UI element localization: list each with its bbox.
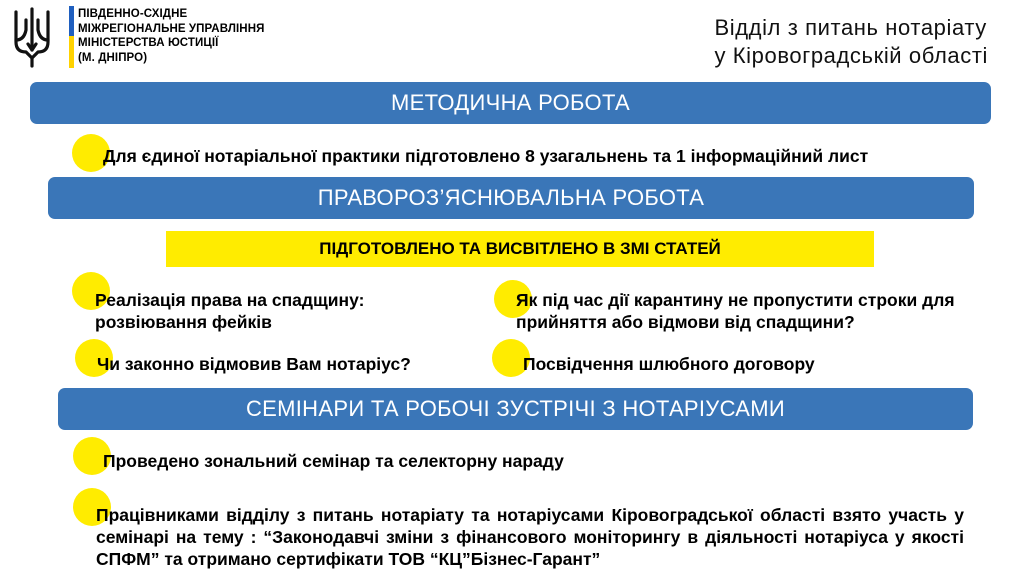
organization-name [78, 7, 264, 65]
article-item: Чи законно відмовив Вам нотаріус? [97, 354, 411, 374]
org-line: (М. ДНІПРО) [78, 51, 148, 64]
article-item: Як під час дії карантину не пропустити строки для прийняття або відмови від спадщини? [516, 290, 955, 332]
seminar-item: Проведено зональний семінар та селекторну нараду [103, 451, 564, 471]
article-item: Посвідчення шлюбного договору [523, 354, 815, 374]
org-line: МІЖРЕГІОНАЛЬНЕ УПРАВЛІННЯ [78, 22, 265, 35]
section-header-methodical: МЕТОДИЧНА РОБОТА [30, 82, 991, 124]
articles-subtitle-bar: ПІДГОТОВЛЕНО ТА ВИСВІТЛЕНО В ЗМІ СТАТЕЙ [166, 231, 874, 267]
methodical-item: Для єдиної нотаріальної практики підготовлено 8 узагальнень та 1 інформаційний лист [103, 146, 869, 166]
flag-stripe-yellow [69, 36, 74, 68]
flag-stripe-blue [69, 6, 74, 36]
trident-emblem-icon [12, 6, 52, 68]
ministry-logo [12, 4, 282, 70]
org-line: ПІВДЕННО-СХІДНЕ [78, 8, 188, 20]
dept-line: Відділ з питань нотаріату [714, 15, 987, 40]
section-header-seminars: СЕМІНАРИ ТА РОБОЧІ ЗУСТРІЧІ З НОТАРІУСАМИ [58, 388, 973, 430]
seminar-item: Працівниками відділу з питань нотаріату та нотаріусами Кіровоградської області взято участь у семінарі на тему : “Законодавчі зміни з фінансового моніторингу в діяльності нотаріуса у якості СПФМ” та отримано сертифікати ТОВ “КЦ”Бізнес-Гарант” [96, 505, 964, 569]
dept-line: у Кіровоградській області [714, 43, 988, 68]
article-item: Реалізація права на спадщину: розвіювання фейків [95, 290, 365, 332]
department-title [714, 14, 988, 70]
org-line: МІНІСТЕРСТВА ЮСТИЦІЇ [78, 37, 219, 49]
section-header-explanatory: ПРАВОРОЗ’ЯСНЮВАЛЬНА РОБОТА [48, 177, 974, 219]
